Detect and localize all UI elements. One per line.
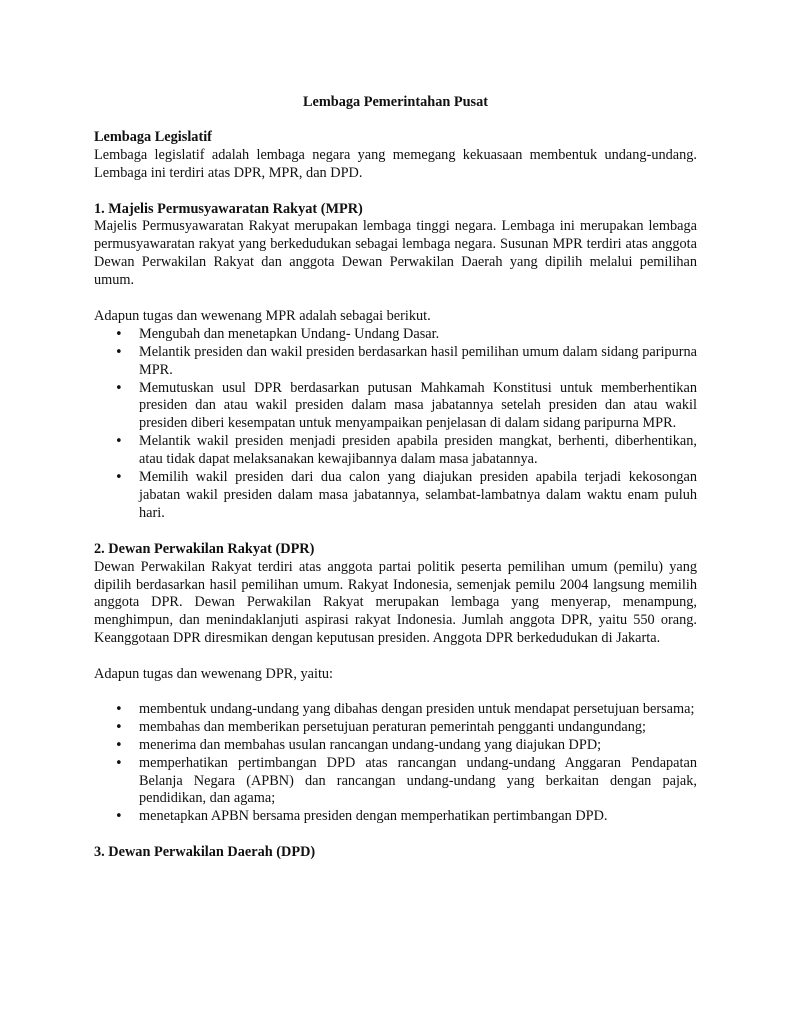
list-item: • memperhatikan pertimbangan DPD atas rancangan undang-undang Anggaran Pendapatan Belanja Negara (APBN) dan rancangan undang-undang yang berkaitan dengan pajak, pendidikan, dan agama;: [94, 755, 697, 809]
list-item: • Melantik wakil presiden menjadi presiden apabila presiden mangkat, berhenti, diberhentikan, atau tidak dapat melaksanakan kewajibannya dalam masa jabatannya.: [94, 433, 697, 469]
dpr-duties-list: [94, 701, 697, 826]
dpr-heading: 2. Dewan Perwakilan Rakyat (DPR): [94, 540, 315, 557]
list-item: • membahas dan memberikan persetujuan peraturan pemerintah pengganti undangundang;: [94, 719, 697, 737]
list-item: • Melantik presiden dan wakil presiden berdasarkan hasil pemilihan umum dalam sidang paripurna MPR.: [94, 344, 697, 380]
dpd-heading: 3. Dewan Perwakilan Daerah (DPD): [94, 844, 316, 861]
dpr-duties-intro: Adapun tugas dan wewenang DPR, yaitu:: [94, 666, 334, 683]
legislatif-paragraph: Lembaga legislatif adalah lembaga negara yang memegang kekuasaan membentuk undang-undang. Lembaga ini terdiri atas DPR, MPR, dan DPD.: [94, 146, 697, 181]
dpr-paragraph: Dewan Perwakilan Rakyat terdiri atas anggota partai politik peserta pemilihan umum (pemilu) yang dipilih berdasarkan hasil pemilihan umum. Rakyat Indonesia, semenjak pemilu 2004 langsung memilih anggota DPR. Dewan Perwakilan Rakyat merupakan lembaga yang menyerap, menampung, menghimpun, dan menindaklanjuti aspirasi rakyat Indonesia. Jumlah anggota DPR, yaitu 550 orang. Keanggotaan DPR diresmikan dengan keputusan presiden. Anggota DPR berkedudukan di Jakarta.: [94, 558, 697, 647]
legislatif-heading: Lembaga Legislatif: [94, 128, 212, 145]
mpr-duties-list: [94, 326, 697, 523]
list-item: • menerima dan membahas usulan rancangan undang-undang yang diajukan DPD;: [94, 737, 697, 755]
mpr-paragraph: Majelis Permusyawaratan Rakyat merupakan lembaga tinggi negara. Lembaga ini merupakan lembaga permusyawaratan rakyat yang berkedudukan sebagai lembaga negara. Susunan MPR terdiri atas anggota Dewan Perwakilan Rakyat dan anggota Dewan Perwakilan Daerah yang dipilih melalui pemilihan umum.: [94, 218, 697, 289]
page-title: Lembaga Pemerintahan Pusat: [302, 94, 489, 110]
list-item: • Memilih wakil presiden dari dua calon yang diajukan presiden apabila terjadi kekosongan jabatan wakil presiden dalam masa jabatannya, selambat-lambatnya dalam waktu enam puluh hari.: [94, 469, 697, 523]
document-content: [94, 94, 697, 862]
mpr-duties-intro: Adapun tugas dan wewenang MPR adalah sebagai berikut.: [94, 307, 431, 324]
list-item: • Mengubah dan menetapkan Undang- Undang Dasar.: [94, 326, 697, 344]
list-item: • Memutuskan usul DPR berdasarkan putusan Mahkamah Konstitusi untuk memberhentikan presiden dan atau wakil presiden dalam masa jabatannya setelah presiden dan atau wakil presiden diberi kesempatan untuk menyampaikan penjelasan di dalam sidang paripurna MPR.: [94, 380, 697, 434]
mpr-heading: 1. Majelis Permusyawaratan Rakyat (MPR): [94, 200, 363, 217]
list-item: • membentuk undang-undang yang dibahas dengan presiden untuk mendapat persetujuan bersama;: [94, 701, 697, 719]
list-item: • menetapkan APBN bersama presiden dengan memperhatikan pertimbangan DPD.: [94, 808, 697, 826]
